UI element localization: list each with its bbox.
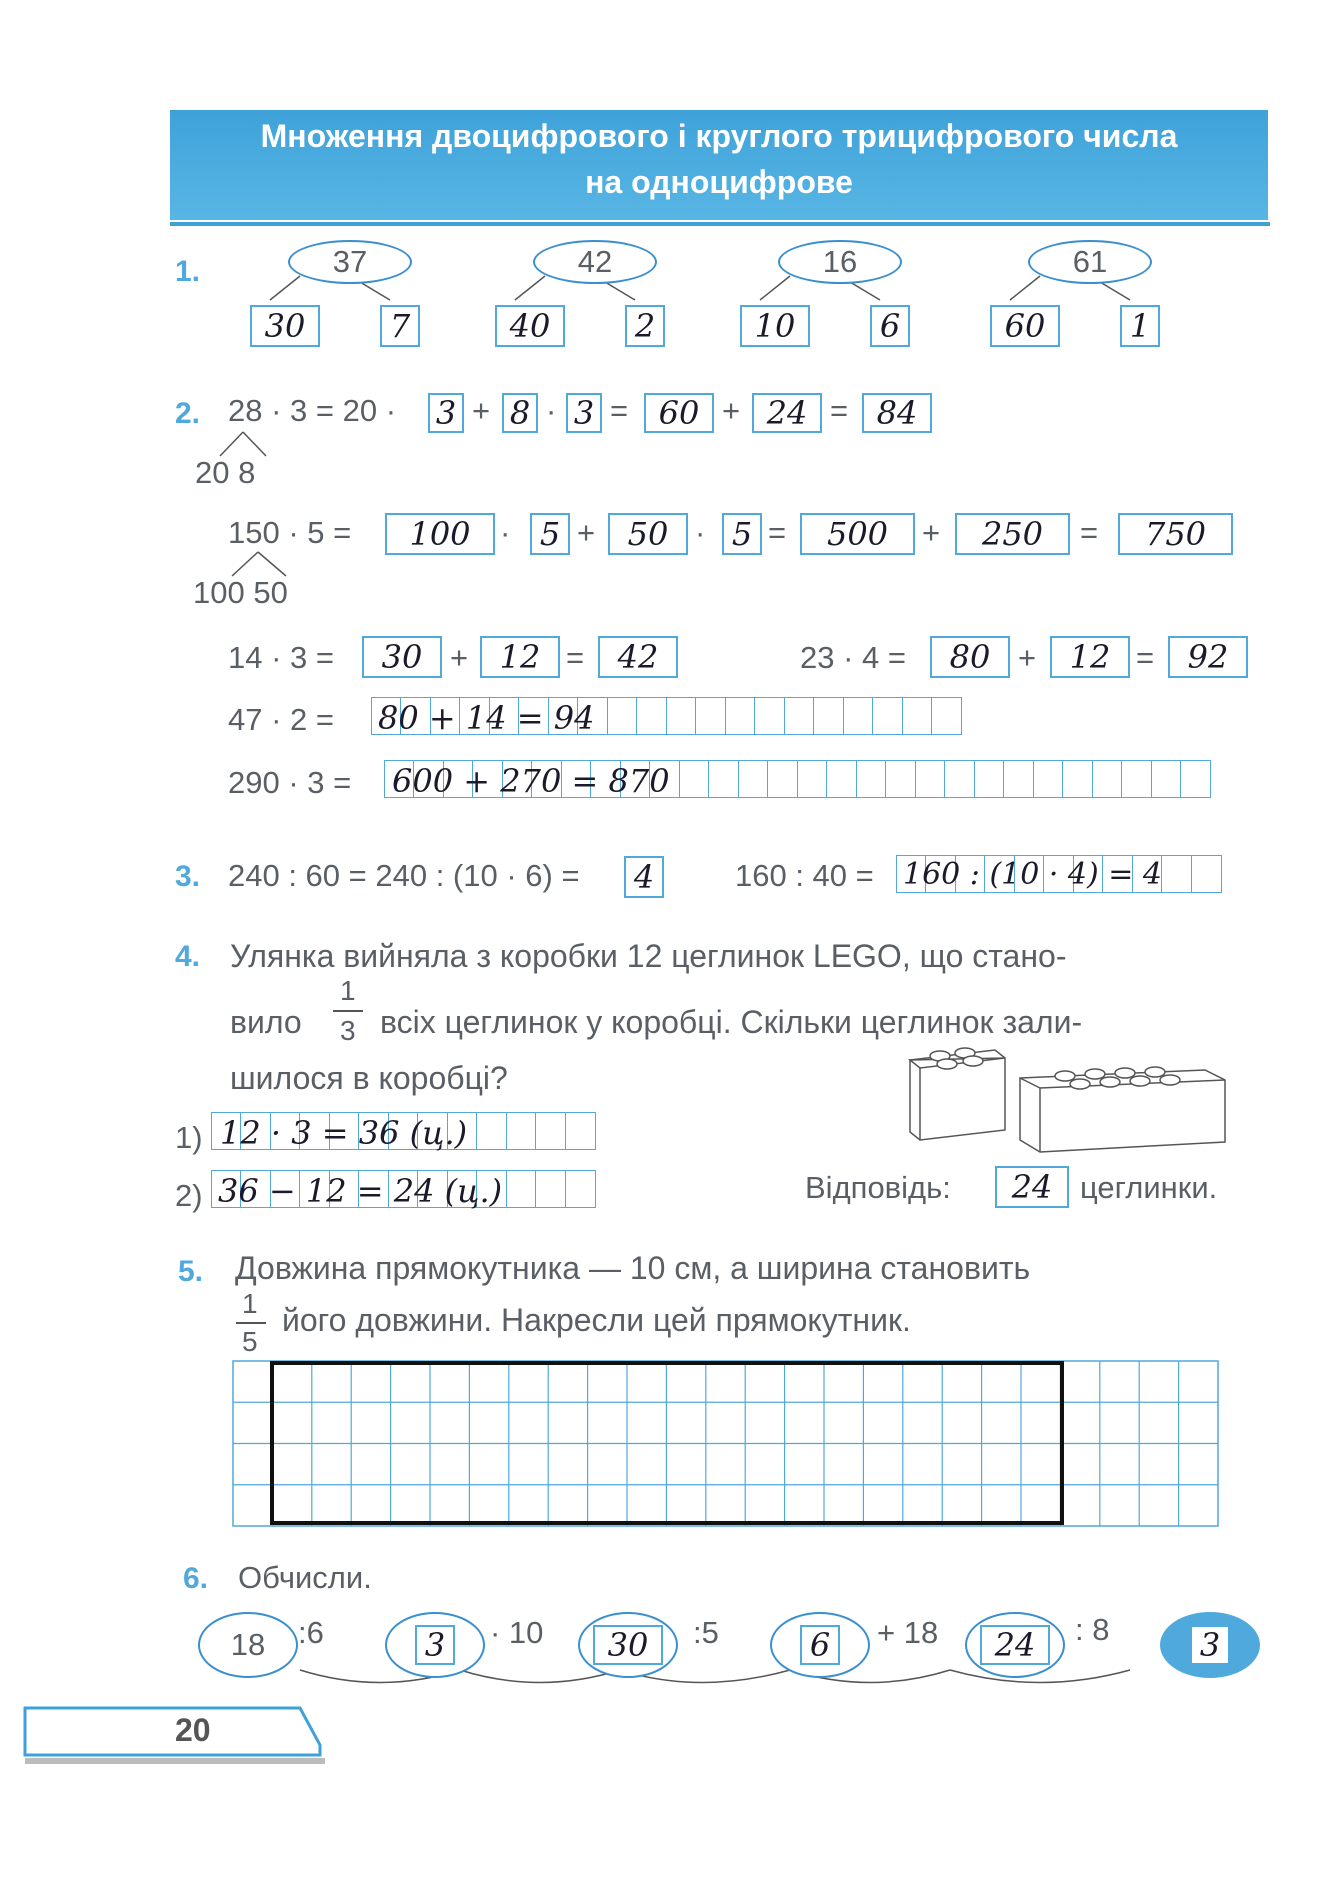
task2-l1-box4[interactable]: 60 <box>644 393 714 433</box>
task2-number: 2. <box>175 397 201 430</box>
plus-sign: + <box>922 515 941 550</box>
task4-frac-den: 3 <box>340 1015 356 1046</box>
task6-op2: · 10 <box>490 1615 544 1650</box>
task4-line1: Улянка вийняла з коробки 12 цеглинок LEGO, що стано- <box>230 938 1067 974</box>
task2-l2-box7[interactable]: 750 <box>1118 513 1233 555</box>
task2-line3b-expr: 23 · 4 = <box>800 640 906 675</box>
task4-frac-bar <box>333 1010 363 1012</box>
task4-step2: 36 − 12 = 24 (ц.) <box>218 1172 503 1210</box>
task2-l3b-box1[interactable]: 80 <box>930 636 1010 678</box>
task6-op1: :6 <box>298 1615 324 1650</box>
task2-l2-box4[interactable]: 5 <box>722 513 762 555</box>
task2-l2-box5[interactable]: 500 <box>800 513 915 555</box>
task2-line1-expr: 28 · 3 = 20 · <box>228 393 397 428</box>
drawing-grid[interactable] <box>232 1360 1222 1530</box>
task2-l1-box2[interactable]: 8 <box>502 393 538 433</box>
task3-expr1: 240 : 60 = 240 : (10 · 6) = <box>228 858 580 893</box>
equals-sign: = <box>768 515 787 550</box>
task5-frac-bar <box>236 1322 266 1324</box>
task2-l2-box1[interactable]: 100 <box>385 513 495 555</box>
task6-result2-oval <box>578 1612 678 1678</box>
task2-l2-box3[interactable]: 50 <box>608 513 688 555</box>
task1-oval-1: 37 <box>288 240 412 284</box>
task2-l1-box5[interactable]: 24 <box>752 393 822 433</box>
task2-l2-split: 100 50 <box>193 575 288 610</box>
task3-number: 3. <box>175 860 201 893</box>
task1-oval-4: 61 <box>1028 240 1152 284</box>
plus-sign: + <box>1018 640 1037 675</box>
task4-step1: 12 · 3 = 36 (ц.) <box>220 1114 468 1152</box>
task5-frac-den: 5 <box>242 1326 258 1357</box>
answer-unit: цеглинки. <box>1080 1170 1218 1205</box>
task2-line5-answer: 600 + 270 = 870 <box>392 762 670 800</box>
task6-start-oval: 18 <box>198 1612 298 1678</box>
task6-result1-oval <box>385 1612 485 1678</box>
task4-number: 4. <box>175 940 201 973</box>
page-title-line2: на одноцифрове <box>585 164 853 200</box>
task2-l3b-box3[interactable]: 92 <box>1168 636 1248 678</box>
task1-number: 1. <box>175 255 201 288</box>
task2-line4-expr: 47 · 2 = <box>228 702 334 737</box>
task6-result3[interactable]: 6 <box>800 1625 840 1665</box>
task2-l3a-box1[interactable]: 30 <box>362 636 442 678</box>
task2-line4-answer: 80 + 14 = 94 <box>378 699 595 737</box>
dot-sign: · <box>695 515 706 550</box>
page-number: 20 <box>175 1712 211 1748</box>
task6-result4[interactable]: 24 <box>980 1625 1050 1665</box>
task2-l1-split: 20 8 <box>195 455 256 490</box>
task4-frac-num: 1 <box>340 975 356 1006</box>
task2-line5-expr: 290 · 3 = <box>228 765 352 800</box>
task1-tens-4[interactable]: 60 <box>990 305 1060 347</box>
plus-sign: + <box>577 515 596 550</box>
task6-op4: + 18 <box>877 1615 939 1650</box>
dot-sign: · <box>546 393 557 428</box>
lego-bricks-image <box>905 1040 1245 1160</box>
task1-ones-1[interactable]: 7 <box>380 305 420 347</box>
task4-line2a: вило <box>230 1004 302 1040</box>
equals-sign: = <box>1080 515 1099 550</box>
task2-l1-box1[interactable]: 3 <box>428 393 464 433</box>
task6-op3: :5 <box>693 1615 719 1650</box>
task2-l2-box6[interactable]: 250 <box>955 513 1070 555</box>
task5-line2: його довжини. Накресли цей прямокутник. <box>282 1302 911 1338</box>
task4-line2b: всіх цеглинок у коробці. Скільки цеглинок зали- <box>380 1004 1083 1040</box>
plus-sign: + <box>472 393 491 428</box>
task5-number: 5. <box>178 1255 204 1288</box>
task2-line3a-expr: 14 · 3 = <box>228 640 334 675</box>
task4-step2-label: 2) <box>175 1178 203 1213</box>
task3-ans2: 160 : (10 · 4) = 4 <box>903 857 1163 892</box>
equals-sign: = <box>830 393 849 428</box>
task1-ones-3[interactable]: 6 <box>870 305 910 347</box>
task2-l3b-box2[interactable]: 12 <box>1050 636 1130 678</box>
task4-step1-label: 1) <box>175 1120 203 1155</box>
task2-l1-box6[interactable]: 84 <box>862 393 932 433</box>
task2-line2-expr: 150 · 5 = <box>228 515 352 550</box>
page-title-line1: Множення двоцифрового і круглого трицифрового числа <box>260 118 1178 154</box>
task3-expr2: 160 : 40 = <box>735 858 874 893</box>
task6-prompt: Обчисли. <box>238 1560 372 1595</box>
task1-ones-2[interactable]: 2 <box>625 305 665 347</box>
equals-sign: = <box>1136 640 1155 675</box>
task1-oval-2: 42 <box>533 240 657 284</box>
task6-number: 6. <box>183 1562 209 1595</box>
task4-line3: шилося в коробці? <box>230 1060 508 1096</box>
task6-result5[interactable]: 3 <box>1190 1625 1230 1665</box>
task6-result1[interactable]: 3 <box>415 1625 455 1665</box>
task5-frac-num: 1 <box>242 1288 258 1319</box>
task2-l1-box3[interactable]: 3 <box>566 393 602 433</box>
task4-answer-box[interactable]: 24 <box>995 1166 1069 1208</box>
task6-final-oval <box>1160 1612 1260 1678</box>
task1-tens-3[interactable]: 10 <box>740 305 810 347</box>
banner-underline <box>170 222 1270 226</box>
plus-sign: + <box>450 640 469 675</box>
task2-l3a-box2[interactable]: 12 <box>480 636 560 678</box>
task5-line1: Довжина прямокутника — 10 см, а ширина становить <box>235 1250 1031 1286</box>
equals-sign: = <box>566 640 585 675</box>
task1-oval-3: 16 <box>778 240 902 284</box>
task6-result2[interactable]: 30 <box>593 1625 663 1665</box>
task3-ans1-box[interactable]: 4 <box>624 856 664 898</box>
dot-sign: · <box>500 515 511 550</box>
task6-result4-oval <box>965 1612 1065 1678</box>
task1-ones-4[interactable]: 1 <box>1120 305 1160 347</box>
task6-result3-oval <box>770 1612 870 1678</box>
equals-sign: = <box>610 393 629 428</box>
task2-l2-box2[interactable]: 5 <box>530 513 570 555</box>
task1-tens-1[interactable]: 30 <box>250 305 320 347</box>
task6-op5: : 8 <box>1075 1612 1110 1647</box>
task2-l3a-box3[interactable]: 42 <box>598 636 678 678</box>
plus-sign: + <box>722 393 741 428</box>
task1-tens-2[interactable]: 40 <box>495 305 565 347</box>
answer-label: Відповідь: <box>805 1170 951 1205</box>
